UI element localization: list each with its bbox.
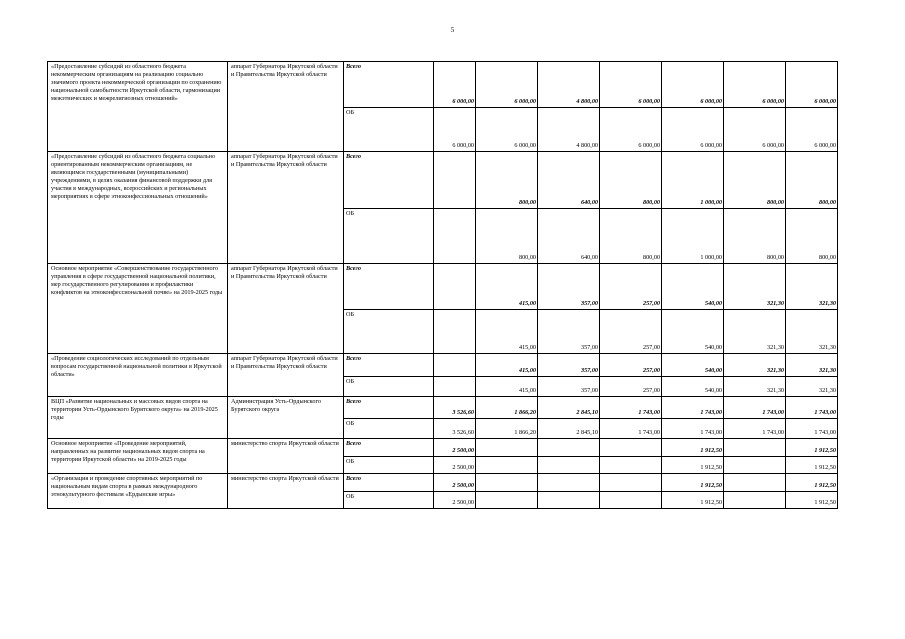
source-value: 2 500,00 xyxy=(434,492,476,509)
source-value: 6 000,00 xyxy=(600,108,662,152)
source-value: 1 743,00 xyxy=(600,419,662,439)
total-value: 6 000,00 xyxy=(434,62,476,108)
table-row xyxy=(48,62,838,108)
source-ob-label: ОБ xyxy=(344,108,434,152)
total-value: 4 800,00 xyxy=(538,62,600,108)
total-value xyxy=(434,152,476,209)
total-value: 6 000,00 xyxy=(476,62,538,108)
activity-name: «Предоставление субсидий из областного бюджета социально ориентированным некоммерческим организациям, не являющимся государственными (муниципальными) учреждениями, в целях оказания финансовой поддержки для участия в международных, всероссийских и региональных мероприятиях в сфере этноконфессиональных отношений» xyxy=(48,152,228,264)
total-value: 415,00 xyxy=(476,264,538,310)
source-value xyxy=(434,310,476,354)
total-value: 321,30 xyxy=(724,264,786,310)
budget-table xyxy=(47,61,838,509)
source-ob-label: ОБ xyxy=(344,492,434,509)
total-value: 3 526,60 xyxy=(434,397,476,419)
source-value xyxy=(600,492,662,509)
source-value: 321,30 xyxy=(724,377,786,397)
source-value: 1 866,20 xyxy=(476,419,538,439)
total-value xyxy=(538,439,600,457)
source-value xyxy=(538,492,600,509)
source-value: 357,00 xyxy=(538,377,600,397)
source-value: 257,00 xyxy=(600,310,662,354)
source-value: 321,30 xyxy=(724,310,786,354)
responsible-executor: министерство спорта Иркутской области xyxy=(228,474,344,509)
source-value xyxy=(476,492,538,509)
total-value xyxy=(476,474,538,492)
total-value xyxy=(600,439,662,457)
source-total-label: Всего xyxy=(344,354,434,377)
total-value: 1 743,00 xyxy=(786,397,838,419)
source-value: 1 912,50 xyxy=(662,457,724,474)
source-value: 2 845,10 xyxy=(538,419,600,439)
total-value: 6 000,00 xyxy=(600,62,662,108)
source-value: 640,00 xyxy=(538,209,600,264)
table-row xyxy=(48,474,838,492)
responsible-executor: Администрация Усть-Ордынского Бурятского округа xyxy=(228,397,344,439)
total-value: 1 912,50 xyxy=(786,474,838,492)
total-value: 540,00 xyxy=(662,354,724,377)
responsible-executor: аппарат Губернатора Иркутской области и Правительства Иркутской области xyxy=(228,62,344,152)
source-value: 1 912,50 xyxy=(786,492,838,509)
total-value: 800,00 xyxy=(600,152,662,209)
source-total-label: Всего xyxy=(344,439,434,457)
source-total-label: Всего xyxy=(344,62,434,108)
source-value: 6 000,00 xyxy=(434,108,476,152)
total-value: 1 912,50 xyxy=(662,439,724,457)
total-value: 2 500,00 xyxy=(434,474,476,492)
source-ob-label: ОБ xyxy=(344,209,434,264)
table-row xyxy=(48,439,838,457)
total-value: 1 866,20 xyxy=(476,397,538,419)
total-value: 6 000,00 xyxy=(786,62,838,108)
source-value xyxy=(538,457,600,474)
source-total-label: Всего xyxy=(344,397,434,419)
source-value: 1 912,50 xyxy=(662,492,724,509)
total-value: 257,00 xyxy=(600,354,662,377)
source-value: 1 743,00 xyxy=(786,419,838,439)
source-value: 540,00 xyxy=(662,310,724,354)
source-value xyxy=(724,457,786,474)
total-value: 800,00 xyxy=(786,152,838,209)
source-ob-label: ОБ xyxy=(344,419,434,439)
source-value: 6 000,00 xyxy=(786,108,838,152)
responsible-executor: министерство спорта Иркутской области xyxy=(228,439,344,474)
table-row xyxy=(48,152,838,209)
total-value: 540,00 xyxy=(662,264,724,310)
total-value: 1 743,00 xyxy=(724,397,786,419)
source-value: 800,00 xyxy=(476,209,538,264)
responsible-executor: аппарат Губернатора Иркутской области и Правительства Иркутской области xyxy=(228,354,344,397)
activity-name: «Проведение социологических исследований по отдельным вопросам государственной национальной политики в Иркутской области» xyxy=(48,354,228,397)
source-value: 321,30 xyxy=(786,310,838,354)
total-value xyxy=(476,439,538,457)
source-value: 1 743,00 xyxy=(724,419,786,439)
table-row xyxy=(48,264,838,310)
total-value xyxy=(724,439,786,457)
source-value xyxy=(600,457,662,474)
total-value: 415,00 xyxy=(476,354,538,377)
source-value xyxy=(434,377,476,397)
responsible-executor: аппарат Губернатора Иркутской области и Правительства Иркутской области xyxy=(228,152,344,264)
total-value: 2 845,10 xyxy=(538,397,600,419)
source-value: 2 500,00 xyxy=(434,457,476,474)
total-value: 1 000,00 xyxy=(662,152,724,209)
source-value: 6 000,00 xyxy=(476,108,538,152)
activity-name: Основное мероприятие «Совершенствование государственного управления в сфере государственной национальной политики, мер государственного регулирования и профилактики конфликтов на этноконфессиональной почве» на 2019-2025 годы xyxy=(48,264,228,354)
table-row xyxy=(48,354,838,377)
source-total-label: Всего xyxy=(344,152,434,209)
activity-name: ВЦП «Развитие национальных и массовых видов спорта на территории Усть-Ордынского Бурятского округа» на 2019-2025 годы xyxy=(48,397,228,439)
table-row xyxy=(48,397,838,419)
source-value: 1 743,00 xyxy=(662,419,724,439)
total-value: 6 000,00 xyxy=(724,62,786,108)
source-value: 800,00 xyxy=(786,209,838,264)
source-value: 257,00 xyxy=(600,377,662,397)
source-value: 6 000,00 xyxy=(662,108,724,152)
total-value: 2 500,00 xyxy=(434,439,476,457)
source-value: 321,30 xyxy=(786,377,838,397)
total-value: 640,00 xyxy=(538,152,600,209)
total-value: 6 000,00 xyxy=(662,62,724,108)
total-value: 357,00 xyxy=(538,264,600,310)
source-value: 540,00 xyxy=(662,377,724,397)
source-value xyxy=(724,492,786,509)
source-total-label: Всего xyxy=(344,264,434,310)
total-value xyxy=(434,354,476,377)
source-ob-label: ОБ xyxy=(344,310,434,354)
source-value xyxy=(476,457,538,474)
activity-name: «Организация и проведение спортивных мероприятий по национальным видам спорта в рамках международного этнокультурного фестиваля «Ердынские игры» xyxy=(48,474,228,509)
source-value: 1 912,50 xyxy=(786,457,838,474)
source-value: 800,00 xyxy=(600,209,662,264)
total-value: 357,00 xyxy=(538,354,600,377)
total-value: 1 912,50 xyxy=(786,439,838,457)
source-value: 1 000,00 xyxy=(662,209,724,264)
total-value xyxy=(434,264,476,310)
total-value: 1 743,00 xyxy=(600,397,662,419)
source-value: 4 800,00 xyxy=(538,108,600,152)
total-value xyxy=(600,474,662,492)
source-ob-label: ОБ xyxy=(344,377,434,397)
source-value: 357,00 xyxy=(538,310,600,354)
activity-name: «Предоставление субсидий из областного бюджета некоммерческим организациям на реализацию социально значимого проекта некоммерческой организации по сохранению национальной самобытности Иркутской области, гармонизации межэтнических и межрелигиозных отношений» xyxy=(48,62,228,152)
source-value: 6 000,00 xyxy=(724,108,786,152)
total-value xyxy=(538,474,600,492)
source-value xyxy=(434,209,476,264)
total-value: 1 743,00 xyxy=(662,397,724,419)
total-value: 1 912,50 xyxy=(662,474,724,492)
source-total-label: Всего xyxy=(344,474,434,492)
page-number: 5 xyxy=(450,26,455,34)
source-ob-label: ОБ xyxy=(344,457,434,474)
total-value: 800,00 xyxy=(724,152,786,209)
source-value: 3 526,60 xyxy=(434,419,476,439)
total-value: 321,30 xyxy=(786,264,838,310)
total-value: 321,30 xyxy=(786,354,838,377)
responsible-executor: аппарат Губернатора Иркутской области и Правительства Иркутской области xyxy=(228,264,344,354)
total-value: 321,30 xyxy=(724,354,786,377)
source-value: 415,00 xyxy=(476,377,538,397)
total-value: 800,00 xyxy=(476,152,538,209)
activity-name: Основное мероприятие «Проведение мероприятий, направленных на развитие национальных видов спорта на территории Иркутской области» на 2019-2025 годы xyxy=(48,439,228,474)
source-value: 800,00 xyxy=(724,209,786,264)
total-value: 257,00 xyxy=(600,264,662,310)
total-value xyxy=(724,474,786,492)
source-value: 415,00 xyxy=(476,310,538,354)
